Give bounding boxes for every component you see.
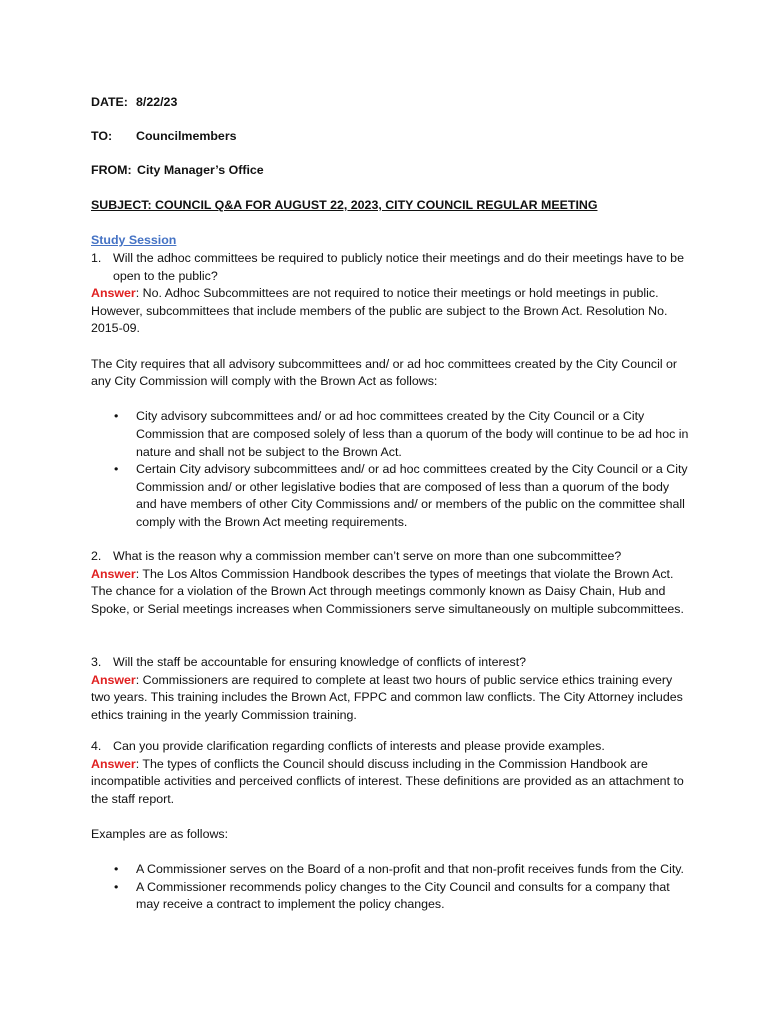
answer-2-text: : The Los Altos Commission Handbook describes the types of meetings that violate the Brown Act. The chance for a violation of the Brown Act through meetings commonly known as Daisy Chain, Hub and Spoke, or Serial meetings increases when Commissioners serve simultaneously on multiple subcommittees. (91, 566, 684, 616)
advisory-bullet-2: • Certain City advisory subcommittees and/ or ad hoc committees created by the City Council or a City Commission and/ or other legislative bodies that are composed of less than a quorum of the body and have members of other City Commissions and/ or members of the public on the committee shall comply with the Brown Act meeting requirements. (91, 461, 691, 531)
answer-2 (91, 566, 691, 619)
question-3-block (91, 654, 691, 724)
examples-intro: Examples are as follows: (91, 826, 229, 841)
answer-1-label: Answer (91, 286, 136, 301)
section-title-study-session: Study Session (91, 233, 177, 247)
to-label: TO: (91, 129, 113, 143)
answer-3-text: : Commissioners are required to complete at least two hours of public service ethics training every two years. This training includes the Brown Act, FPPC and common law conflicts. The City Attorney includes ethics training in the yearly Commission training. (91, 672, 683, 722)
answer-2-label: Answer (91, 566, 136, 581)
question-1 (91, 250, 691, 285)
to-line (91, 129, 237, 143)
question-3-number: 3. (91, 655, 102, 669)
question-4-number: 4. (91, 739, 102, 753)
advisory-bullet-1: • City advisory subcommittees and/ or ad hoc committees created by the City Council or a City Commission that are composed solely of less than a quorum of the body will continue to be ad hoc in nature and shall not be subject to the Brown Act. (91, 408, 691, 461)
answer-4-label: Answer (91, 756, 136, 771)
answer-1 (91, 285, 691, 338)
question-2-block (91, 548, 691, 618)
question-4-text: Can you provide clarification regarding conflicts of interests and please provide examples. (113, 739, 605, 753)
memo-subject: SUBJECT: COUNCIL Q&A FOR AUGUST 22, 2023, CITY COUNCIL REGULAR MEETING (91, 198, 598, 212)
example-bullet-2: • A Commissioner recommends policy changes to the City Council and consults for a company that may receive a contract to implement the policy changes. (91, 879, 691, 914)
question-3 (91, 654, 691, 672)
question-2-text: What is the reason why a commission member can’t serve on more than one subcommittee? (113, 549, 622, 563)
question-1-text: Will the adhoc committees be required to publicly notice their meetings and do their meetings have to be open to the public? (113, 251, 684, 283)
question-1-number: 1. (91, 251, 102, 265)
from-line (91, 163, 264, 177)
date-line (91, 95, 178, 109)
question-4 (91, 738, 691, 756)
example-bullet-1: • A Commissioner serves on the Board of a non-profit and that non-profit receives funds from the City. (91, 861, 691, 879)
question-4-block (91, 738, 691, 914)
date-value: 8/22/23 (136, 95, 178, 109)
advisory-bullet-list (91, 408, 691, 531)
advisory-paragraph: The City requires that all advisory subcommittees and/ or ad hoc committees created by the City Council or any City Commission will comply with the Brown Act as follows: (91, 356, 678, 389)
answer-3-label: Answer (91, 672, 136, 687)
answer-4-text: : The types of conflicts the Council should discuss including in the Commission Handbook are incompatible activities and perceived conflicts of interest. These definitions are provided as an attachment to the staff report. (91, 756, 684, 806)
date-label: DATE: (91, 95, 128, 109)
question-2 (91, 548, 691, 566)
examples-bullet-list (91, 861, 691, 914)
answer-4 (91, 756, 691, 809)
from-value: City Manager’s Office (137, 163, 264, 177)
question-2-number: 2. (91, 549, 102, 563)
question-3-text: Will the staff be accountable for ensuring knowledge of conflicts of interest? (113, 655, 527, 669)
to-value: Councilmembers (136, 129, 237, 143)
answer-1-text: : No. Adhoc Subcommittees are not required to notice their meetings or hold meetings in public. However, subcommittees that include members of the public are subject to the Brown Act. Resolution No. 2015-09. (91, 286, 668, 336)
question-1-block (91, 250, 691, 532)
from-label: FROM: (91, 163, 132, 177)
answer-3 (91, 672, 691, 725)
